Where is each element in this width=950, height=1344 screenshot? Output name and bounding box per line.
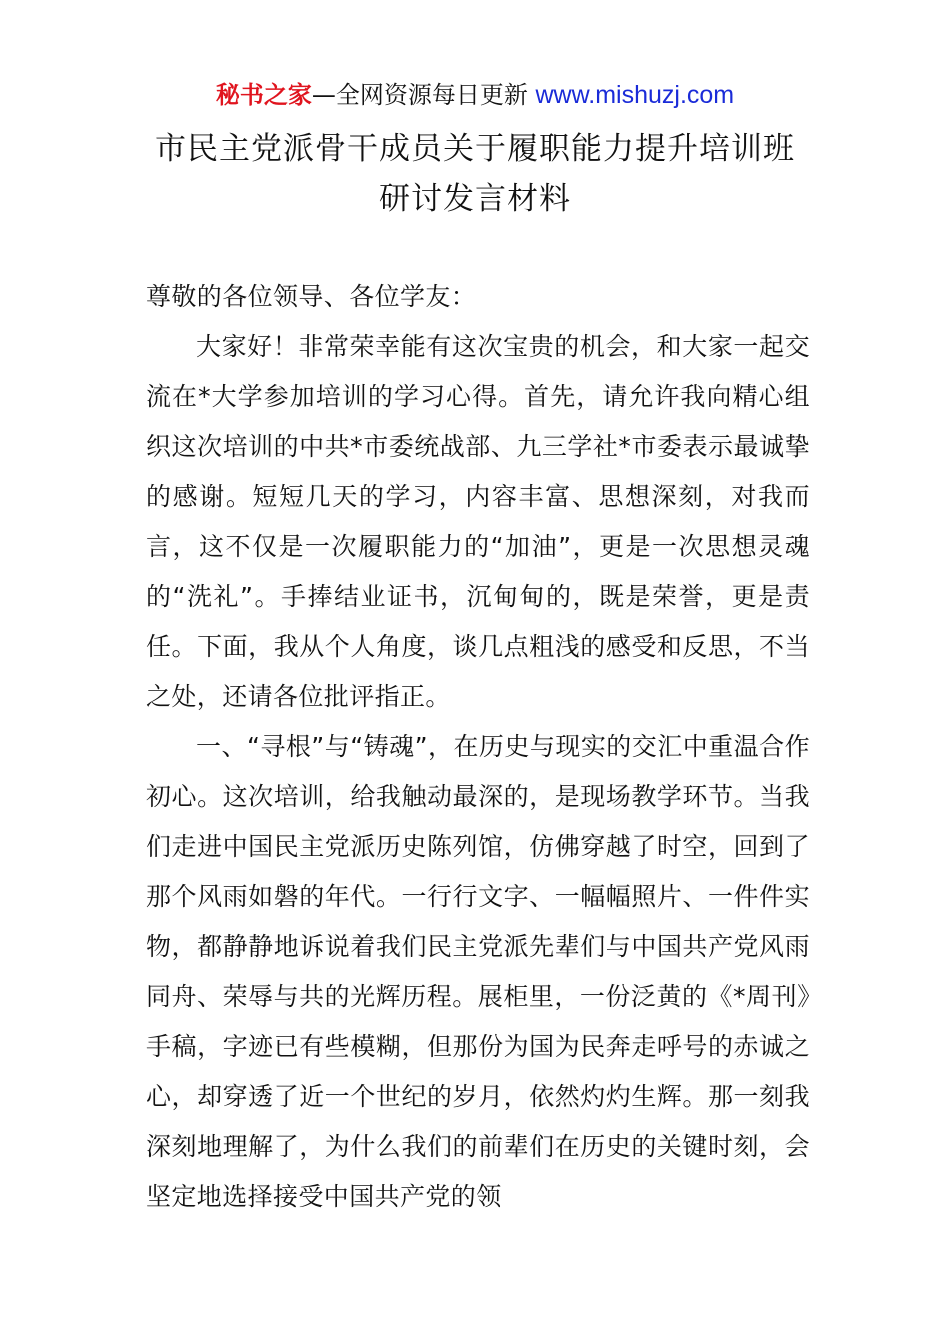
- salutation: 尊敬的各位领导、各位学友：: [146, 282, 477, 311]
- site-header: [0, 78, 950, 112]
- document-title: [60, 124, 890, 224]
- paragraph-2: 一、“寻根”与“铸魂”，在历史与现实的交汇中重温合作初心。这次培训，给我触动最深的，是现场教学环节。当我们走进中国民主党派历史陈列馆，仿佛穿越了时空，回到了那个风雨如磐的年代。一行行文字、一幅幅照片、一件件实物，都静静地诉说着我们民主党派先辈们与中国共产党风雨同舟、荣辱与共的光辉历程。展柜里，一份泛黄的《*周刊》手稿，字迹已有些模糊，但那份为国为民奔走呼号的赤诚之心，却穿透了近一个世纪的岁月，依然灼灼生辉。那一刻我深刻地理解了，为什么我们的前辈们在历史的关键时刻，会坚定地选择接受中国共产党的领: [146, 732, 810, 1211]
- site-url-link[interactable]: www.mishuzj.com: [535, 81, 735, 109]
- title-line-2: 研讨发言材料: [379, 181, 571, 217]
- paragraph-1: 大家好！非常荣幸能有这次宝贵的机会，和大家一起交流在*大学参加培训的学习心得。首先，请允许我向精心组织这次培训的中共*市委统战部、九三学社*市委表示最诚挚的感谢。短短几天的学习，内容丰富、思想深刻，对我而言，这不仅是一次履职能力的“加油”，更是一次思想灵魂的“洗礼”。手捧结业证书，沉甸甸的，既是荣誉，更是责任。下面，我从个人角度，谈几点粗浅的感受和反思，不当之处，还请各位批评指正。: [146, 332, 810, 711]
- document-body: [146, 272, 810, 1222]
- brand-name: 秘书之家: [215, 81, 312, 109]
- header-tagline: —全网资源每日更新: [311, 81, 536, 109]
- title-line-1: 市民主党派骨干成员关于履职能力提升培训班: [155, 131, 795, 167]
